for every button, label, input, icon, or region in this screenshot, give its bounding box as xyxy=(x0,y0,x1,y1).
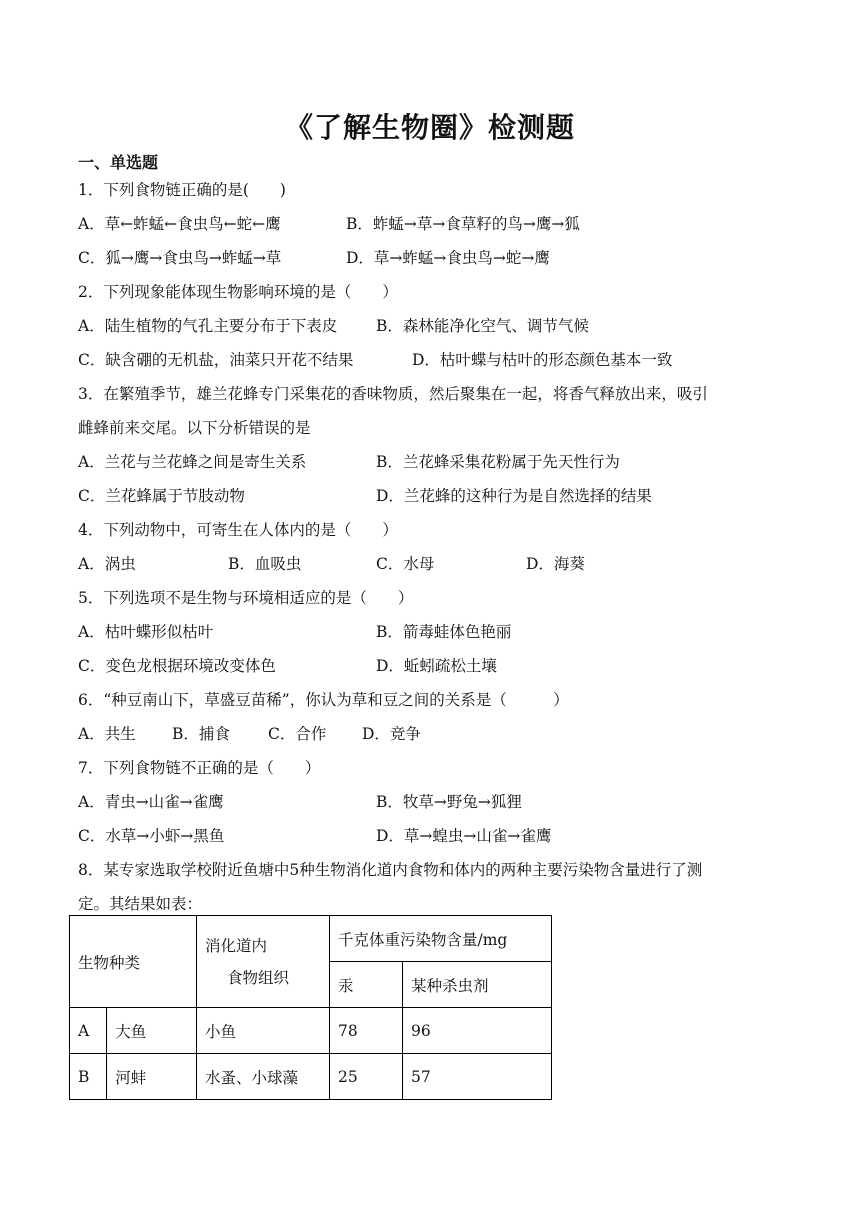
header-food-line1: 消化道内 xyxy=(205,936,268,955)
header-species: 生物种类 xyxy=(70,916,197,1008)
header-food-line2: 食物组织 xyxy=(227,968,290,987)
option-b: B．捕食 xyxy=(172,725,230,743)
header-pollutant: 千克体重污染物含量/mg xyxy=(330,916,552,962)
row-pesticide: 96 xyxy=(403,1008,552,1054)
option-a: A．兰花与兰花蜂之间是寄生关系 xyxy=(78,453,307,471)
option-c: C．缺含硼的无机盐，油菜只开花不结果 xyxy=(78,351,354,369)
section-heading: 一、单选题 xyxy=(78,153,159,172)
row-pesticide: 57 xyxy=(403,1054,552,1100)
option-d: D．草→蚱蜢→食虫鸟→蛇→鹰 xyxy=(346,249,550,267)
question-5-stem: 5．下列选项不是生物与环境相适应的是（ ） xyxy=(78,589,414,607)
option-c: C．合作 xyxy=(268,725,327,743)
option-b: B．血吸虫 xyxy=(228,555,302,573)
option-b: B．牧草→野兔→狐狸 xyxy=(376,793,522,811)
question-1-stem: 1．下列食物链正确的是( ) xyxy=(78,181,286,199)
row-mercury: 78 xyxy=(330,1008,403,1054)
option-d: D．兰花蜂的这种行为是自然选择的结果 xyxy=(376,487,652,505)
page-title: 《了解生物圈》检测题 xyxy=(284,111,575,144)
header-mercury: 汞 xyxy=(330,962,403,1008)
option-d: D．枯叶蝶与枯叶的形态颜色基本一致 xyxy=(412,351,673,369)
row-id: B xyxy=(70,1054,107,1100)
pollutant-table xyxy=(69,915,552,1100)
option-a: A．青虫→山雀→雀鹰 xyxy=(78,793,224,811)
row-species: 大鱼 xyxy=(107,1008,197,1054)
option-c: C．狐→鹰→食虫鸟→蚱蜢→草 xyxy=(78,249,282,267)
option-a: A．枯叶蝶形似枯叶 xyxy=(78,623,214,641)
option-a: A．共生 xyxy=(78,725,136,743)
question-4-stem: 4．下列动物中，可寄生在人体内的是（ ） xyxy=(78,521,398,539)
row-mercury: 25 xyxy=(330,1054,403,1100)
row-id: A xyxy=(70,1008,107,1054)
row-species: 河蚌 xyxy=(107,1054,197,1100)
option-b: B．森林能净化空气、调节气候 xyxy=(376,317,589,335)
header-food xyxy=(197,916,330,1008)
question-8-stem-cont: 定。其结果如表： xyxy=(78,895,203,913)
option-b: B．蚱蜢→草→食草籽的鸟→鹰→狐 xyxy=(346,215,580,233)
header-pesticide: 某种杀虫剂 xyxy=(403,962,552,1008)
option-d: D．蚯蚓疏松土壤 xyxy=(376,657,497,675)
option-d: D．海葵 xyxy=(526,555,585,573)
question-7-stem: 7．下列食物链不正确的是（ ） xyxy=(78,759,321,777)
option-a: A．涡虫 xyxy=(78,555,136,573)
row-food: 小鱼 xyxy=(197,1008,330,1054)
option-d: D．竞争 xyxy=(362,725,421,743)
question-8-stem: 8．某专家选取学校附近鱼塘中5种生物消化道内食物和体内的两种主要污染物含量进行了测 xyxy=(78,861,703,879)
option-a: A．草←蚱蜢←食虫鸟←蛇←鹰 xyxy=(78,215,281,233)
option-a: A．陆生植物的气孔主要分布于下表皮 xyxy=(78,317,338,335)
table-row xyxy=(70,1008,552,1054)
option-c: C．水草→小虾→黑鱼 xyxy=(78,827,225,845)
row-food: 水蚤、小球藻 xyxy=(197,1054,330,1100)
table-row xyxy=(70,1054,552,1100)
option-c: C．兰花蜂属于节肢动物 xyxy=(78,487,245,505)
question-2-stem: 2．下列现象能体现生物影响环境的是（ ） xyxy=(78,283,398,301)
option-c: C．变色龙根据环境改变体色 xyxy=(78,657,276,675)
question-3-stem: 3．在繁殖季节，雄兰花蜂专门采集花的香味物质，然后聚集在一起，将香气释放出来，吸引 xyxy=(78,385,708,403)
question-3-stem-cont: 雌蜂前来交尾。以下分析错误的是 xyxy=(78,419,311,437)
option-b: B．箭毒蛙体色艳丽 xyxy=(376,623,512,641)
option-d: D．草→蝗虫→山雀→雀鹰 xyxy=(376,827,552,845)
option-b: B．兰花蜂采集花粉属于先天性行为 xyxy=(376,453,620,471)
option-c: C．水母 xyxy=(376,555,435,573)
question-6-stem: 6．“种豆南山下，草盛豆苗稀”，你认为草和豆之间的关系是（ ） xyxy=(78,691,569,709)
